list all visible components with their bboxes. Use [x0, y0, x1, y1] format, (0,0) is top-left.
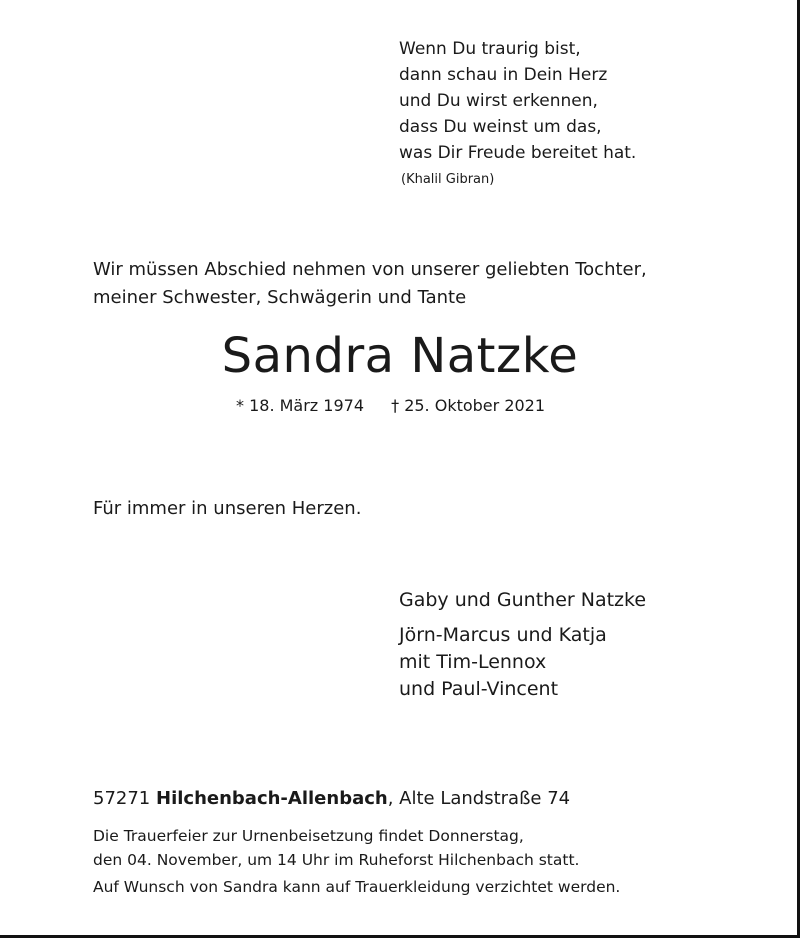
- poem-block: [399, 36, 636, 190]
- poem-line: was Dir Freude bereitet hat.: [399, 143, 637, 163]
- funeral-notice: [93, 824, 620, 899]
- poem-line: Wenn Du traurig bist,: [399, 39, 581, 59]
- mourner-sibling-family: [399, 622, 646, 703]
- intro-line: meiner Schwester, Schwägerin und Tante: [93, 287, 467, 308]
- birth-date: * 18. März 1974: [236, 396, 365, 415]
- intro-text: [93, 256, 647, 312]
- address-street: , Alte Landstraße 74: [387, 788, 571, 809]
- mourner-line: mit Tim-Lennox: [399, 651, 547, 673]
- mourners-block: [399, 586, 646, 703]
- address-city: Hilchenbach-Allenbach: [156, 788, 388, 809]
- address-zip: 57271: [93, 788, 151, 809]
- mourner-line: und Paul-Vincent: [399, 678, 559, 700]
- mourner-line: Jörn-Marcus und Katja: [399, 624, 607, 646]
- death-date: † 25. Oktober 2021: [391, 396, 546, 415]
- poem-line: dass Du weinst um das,: [399, 117, 602, 137]
- poem-line: und Du wirst erkennen,: [399, 91, 598, 111]
- intro-line: Wir müssen Abschied nehmen von unserer geliebten Tochter,: [93, 259, 647, 280]
- deceased-name: Sandra Natzke: [221, 328, 579, 384]
- notice-wish: Auf Wunsch von Sandra kann auf Trauerkleidung verzichtet werden.: [93, 878, 621, 896]
- mourner-parents: Gaby und Gunther Natzke: [399, 589, 647, 611]
- poem-line: dann schau in Dein Herz: [399, 65, 608, 85]
- notice-line: den 04. November, um 14 Uhr im Ruheforst Hilchenbach statt.: [93, 851, 580, 869]
- motto-text: Für immer in unseren Herzen.: [93, 498, 362, 519]
- life-dates: [236, 395, 545, 417]
- address-line: [93, 786, 570, 812]
- poem-source: (Khalil Gibran): [401, 172, 495, 187]
- notice-line: Die Trauerfeier zur Urnenbeisetzung findet Donnerstag,: [93, 827, 524, 845]
